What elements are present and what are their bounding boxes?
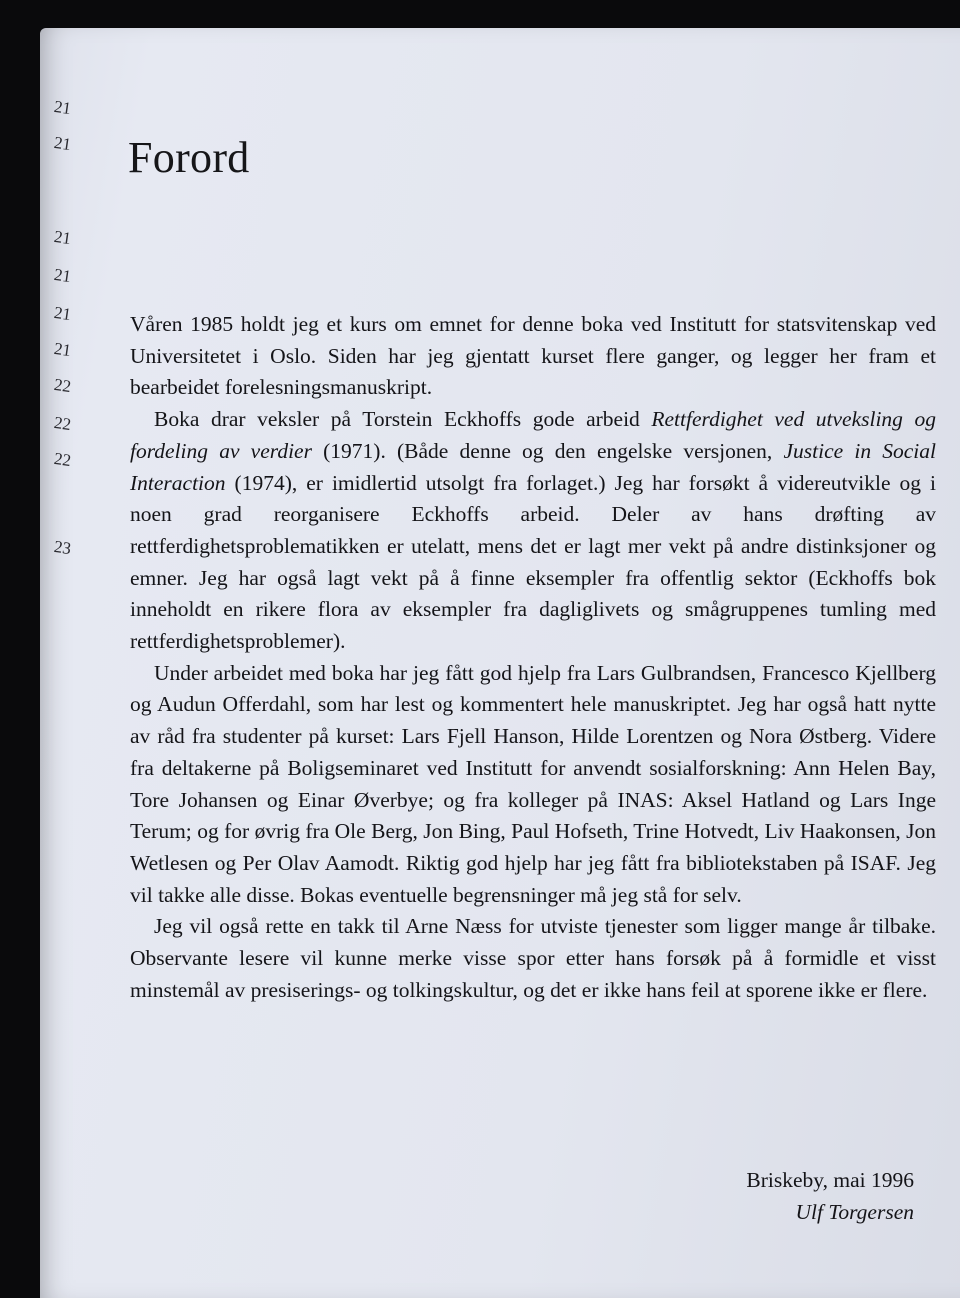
text-run: Under arbeidet med boka har jeg fått god hjelp fra Lars Gulbrandsen, Francesco Kjellberg og Audun Offerdahl, som har lest og kommentert hele manuskriptet. Jeg har også hatt nytte av råd fra studenter på kurset: Lars Fjell Hanson, Hilde Lorentzen og Nora Østberg. Videre fra deltakerne på Boligseminaret ved Institutt for anvendt sosialforskning: Ann Helen Bay, Tore Johansen og Einar Øverbye; og fra kolleger på INAS: Aksel Hatland og Lars Inge Terum; og for øvrig fra Ole Berg, Jon Bing, Paul Hofseth, Trine Hotvedt, Liv Haakonsen, Jon Wetlesen og Per Olav Aamodt. Riktig god hjelp har jeg fått fra bibliotekstaben på ISAF. Jeg vil takke alle disse. Bokas eventuelle begrensninger må jeg stå for selv. xyxy=(130,660,936,907)
paragraph xyxy=(130,911,936,1006)
page-title: Forord xyxy=(128,133,250,182)
text-run: Våren 1985 holdt jeg et kurs om emnet for denne boka ved Institutt for statsvitenskap ved Universitetet i Oslo. Siden har jeg gjentatt kurset flere ganger, og legger her fram et bearbeidet forelesningsmanuskript. xyxy=(130,312,936,400)
paragraph xyxy=(130,309,936,404)
signature-place-date: Briskeby, mai 1996 xyxy=(746,1168,914,1192)
margin-page-numbers xyxy=(54,98,84,598)
italic-title: Justice in Social Interaction xyxy=(130,438,936,495)
text-run: (1974), er imidlertid utsolgt fra forlaget.) Jeg har forsøkt å videreutvikle og i noen grad reorganisere Eckhoffs arbeid. Deler av hans drøfting av rettferdighetsproblematikken er utelatt, mens det er lagt mer vekt på andre distinksjoner og emner. Jeg har også lagt vekt på å finne eksempler fra offentlig sektor (Eckhoffs bok inneholdt en rikere flora av eksempler fra dagliglivets og smågruppenes tumling med rettferdighetsproblemer). xyxy=(130,470,936,654)
margin-page-number: 21 xyxy=(52,96,73,119)
margin-page-number: 23 xyxy=(52,536,73,559)
text-run: Jeg vil også rette en takk til Arne Næss for utviste tjenester som ligger mange år tilbake. Observante lesere vil kunne merke visse spor etter hans forsøk på å formidle et visst minstemål av presiserings- og tolkingskultur, og det er ikke hans feil at sporene ikke er flere. xyxy=(130,914,936,1002)
margin-page-number: 21 xyxy=(52,302,73,325)
paragraph xyxy=(130,658,936,912)
margin-page-number: 22 xyxy=(52,412,73,435)
margin-page-number: 22 xyxy=(52,448,73,471)
margin-page-number: 21 xyxy=(52,226,73,249)
text-run: (1971). (Både denne og den engelske versjonen, xyxy=(311,438,784,463)
preface-body xyxy=(130,309,936,1006)
signature-block xyxy=(746,1165,914,1228)
text-run: Boka drar veksler på Torstein Eckhoffs gode arbeid xyxy=(154,407,652,432)
italic-title: Rettferdighet ved utveksling og fordeling av verdier xyxy=(130,407,936,463)
margin-page-number: 21 xyxy=(52,338,73,361)
margin-page-number: 22 xyxy=(52,374,73,397)
book-page xyxy=(40,28,960,1298)
signature-author: Ulf Torgersen xyxy=(795,1199,914,1224)
margin-page-number: 21 xyxy=(52,132,73,155)
paragraph xyxy=(130,404,936,658)
margin-page-number: 21 xyxy=(52,264,73,287)
